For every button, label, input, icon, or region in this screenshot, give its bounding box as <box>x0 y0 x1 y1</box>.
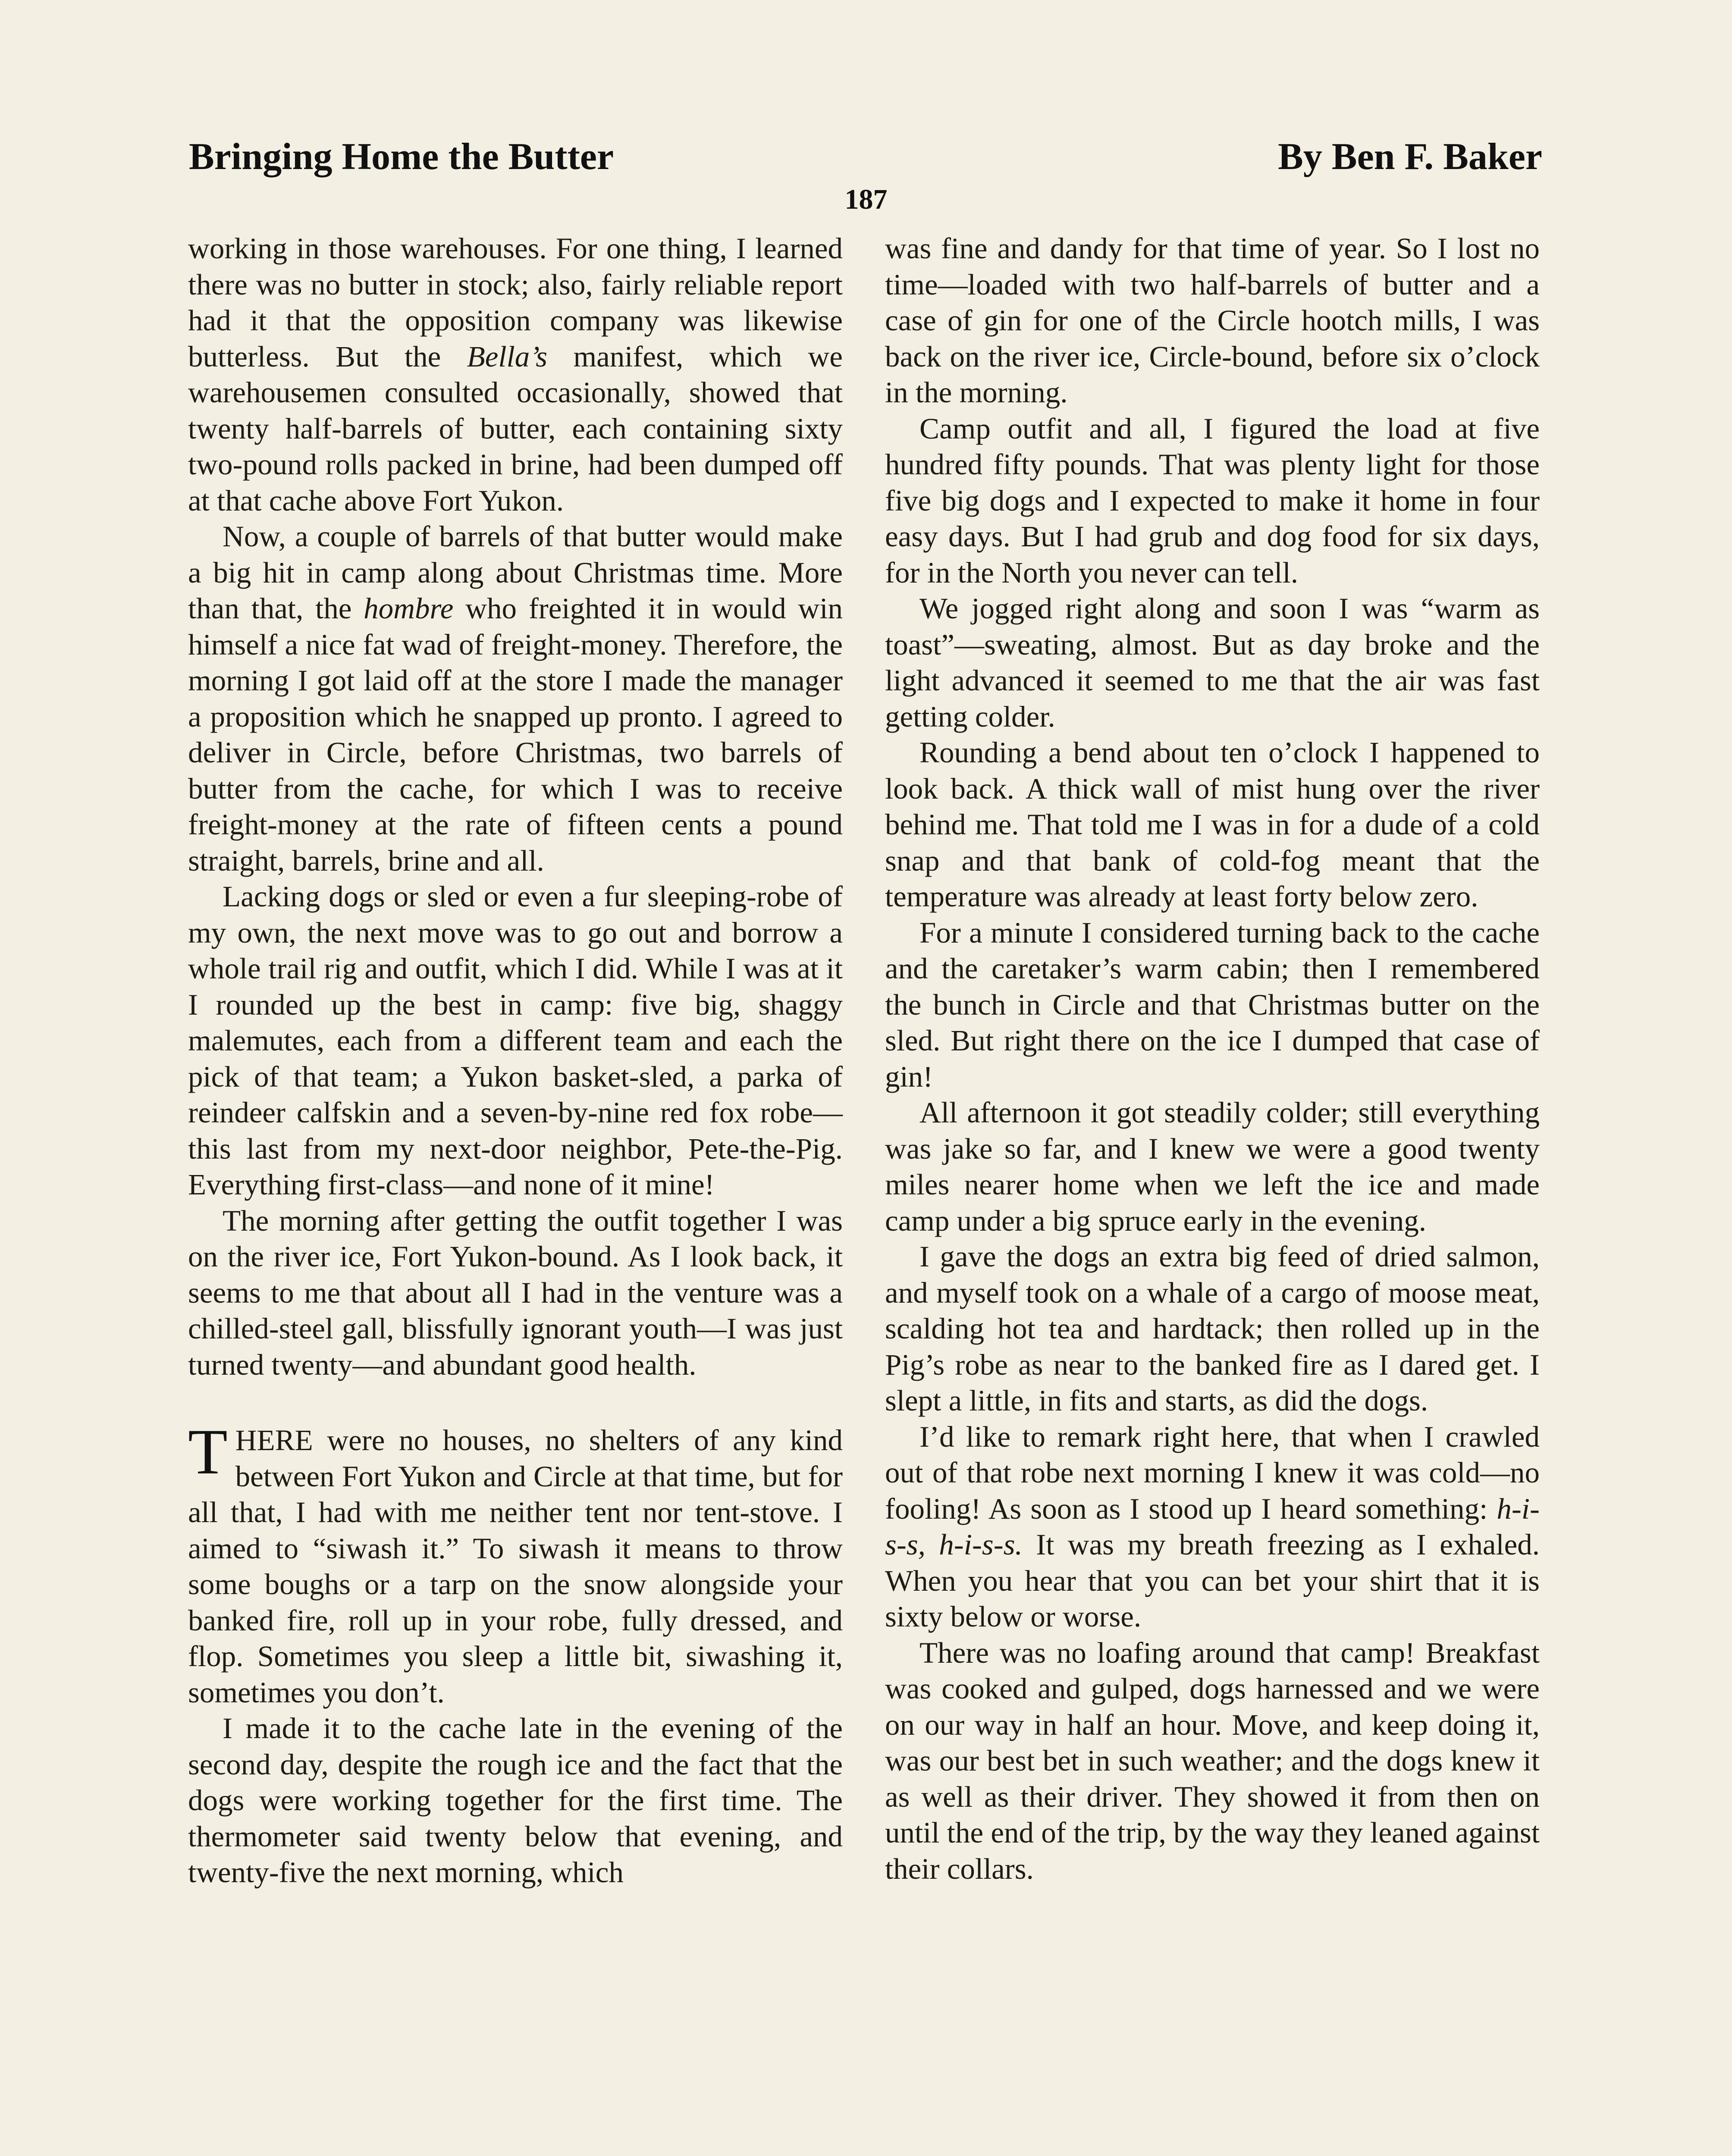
right-column <box>885 231 1540 1887</box>
paragraph: Camp outfit and all, I figured the load at five hundred fifty pounds. That was plenty light for those five big dogs and I expected to make it home in four easy days. But I had grub and dog food for six days, for in the North you never can tell. <box>885 412 1540 589</box>
text-run: manifest, which we warehousemen consulted occasionally, showed that twenty half-barrels of butter, each containing sixty two-pound rolls packed in brine, had been dumped off at that cache above Fort Yukon. <box>188 340 843 517</box>
paragraph <box>188 519 843 879</box>
page-number: 187 <box>844 184 888 215</box>
paragraph <box>885 1419 1540 1635</box>
paragraph: The morning after getting the outfit together I was on the river ice, Fort Yukon-bound. As I look back, it seems to me that about all I had in the venture was a chilled-steel gall, blissfully ignorant youth—I was just turned twenty—and abundant good health. <box>188 1204 843 1381</box>
paragraph: All afternoon it got steadily colder; still everything was jake so far, and I knew we were a good twenty miles nearer home when we left the ice and made camp under a big spruce early in the evening. <box>885 1096 1540 1237</box>
text-run: working in those warehouses. For one thing, I learned there was no butter in stock; also, fairly reliable report had it that the opposition company was likewise butterless. But the <box>188 232 843 373</box>
text-run: It was my breath freezing as I exhaled. When you hear that you can bet your shirt that it is sixty below or worse. <box>885 1528 1540 1633</box>
byline: By Ben F. Baker <box>1278 136 1542 178</box>
text-run: HERE were no houses, no shelters of any kind between Fort Yukon and Circle at that time, but for all that, I had with me neither tent nor tent-stove. I aimed to “siwash it.” To siwash it means to throw some boughs or a tarp on the snow alongside your banked fire, roll up in your robe, fully dressed, and flop. Sometimes you sleep a little bit, siwashing it, sometimes you don’t. <box>188 1424 843 1709</box>
paragraph <box>188 231 843 519</box>
text-run: I’d like to remark right here, that when I crawled out of that robe next morning I knew it was cold—no fooling! As soon as I stood up I heard something: <box>885 1420 1540 1525</box>
paragraph: was fine and dandy for that time of year. So I lost no time—loaded with two half-barrels of butter and a case of gin for one of the Circle hootch mills, I was back on the river ice, Circle-bound, before six o’clock in the morning. <box>885 232 1540 409</box>
paragraph: I gave the dogs an extra big feed of dried salmon, and myself took on a whale of a cargo of moose meat, scalding hot tea and hardtack; then rolled up in the Pig’s robe as near to the banked fire as I dared get. I slept a little, in fits and starts, as did the dogs. <box>885 1240 1540 1417</box>
paragraph: Lacking dogs or sled or even a fur sleeping-robe of my own, the next move was to go out and borrow a whole trail rig and outfit, which I did. While I was at it I rounded up the best in camp: five big, shaggy malemutes, each from a different team and each the pick of that team; a Yukon basket-sled, a parka of reindeer calfskin and a seven-by-nine red fox robe—this last from my next-door neighbor, Pete-the-Pig. Everything first-class—and none of it mine! <box>188 880 843 1201</box>
paragraph: For a minute I considered turning back to the cache and the caretaker’s warm cabin; then I remembered the bunch in Circle and that Christmas butter on the sled. But right there on the ice I dumped that case of gin! <box>885 916 1540 1093</box>
italic-text: Bella’s <box>467 340 548 373</box>
drop-cap: T <box>188 1416 228 1488</box>
paragraph: I made it to the cache late in the evening of the second day, despite the rough ice and the fact that the dogs were working together for the first time. The thermometer said twenty below that evening, and twenty-five the next morning, which <box>188 1712 843 1889</box>
paragraph: There was no loafing around that camp! Breakfast was cooked and gulped, dogs harnessed and we were on our way in half an hour. Move, and keep doing it, was our best bet in such weather; and the dogs knew it as well as their driver. They showed it from then on until the end of the trip, by the way they leaned against their collars. <box>885 1636 1540 1885</box>
paragraph: We jogged right along and soon I was “warm as toast”—sweating, almost. But as day broke and the light advanced it seemed to me that the air was fast getting colder. <box>885 592 1540 733</box>
italic-text: hombre <box>364 592 454 625</box>
italic-text: h-i-s-s, h-i-s-s. <box>885 1492 1540 1561</box>
text-run: Now, a couple of barrels of that butter would make a big hit in camp along about Christmas time. More than that, the <box>188 520 843 625</box>
text-run: who freighted it in would win himself a nice fat wad of freight-money. Therefore, the morning I got laid off at the store I made the manager a proposition which he snapped up pronto. I agreed to deliver in Circle, before Christmas, two barrels of butter from the cache, for which I was to receive freight-money at the rate of fifteen cents a pound straight, barrels, brine and all. <box>188 592 843 877</box>
paragraph <box>188 1416 843 1711</box>
section-break <box>188 1383 843 1423</box>
story-title: Bringing Home the Butter <box>189 136 614 178</box>
paragraph: Rounding a bend about ten o’clock I happened to look back. A thick wall of mist hung over the river behind me. That told me I was in for a dude of a cold snap and that bank of cold-fog meant that the temperature was already at least forty below zero. <box>885 736 1540 913</box>
left-column <box>188 231 843 1891</box>
